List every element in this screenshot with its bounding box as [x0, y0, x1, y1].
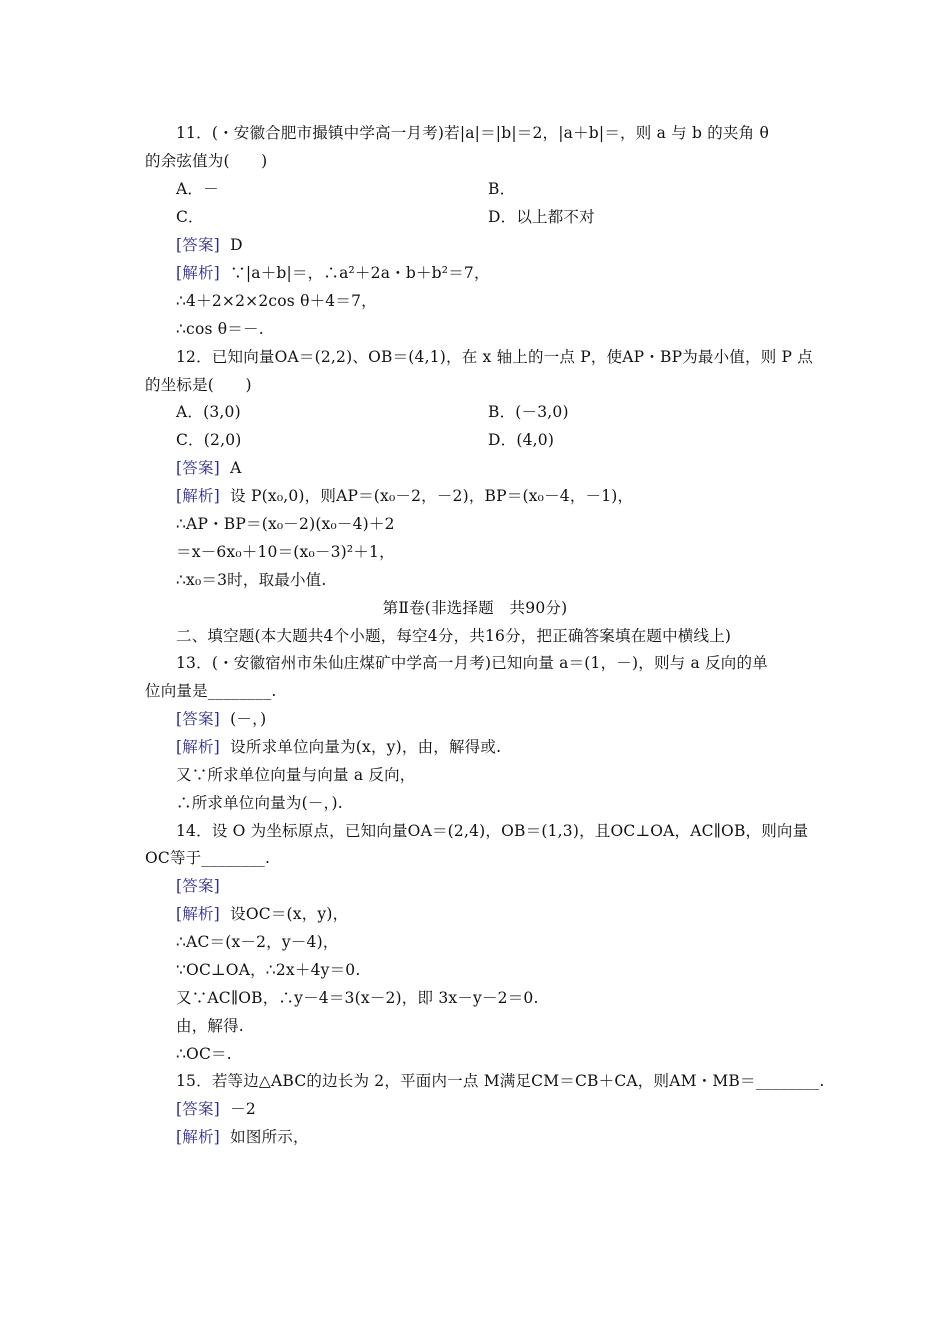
q12-answer: A	[230, 459, 242, 477]
q13-analysis-2: 又∵所求单位向量与向量 a 反向，	[176, 766, 416, 784]
q12-option-d: D．(4,0)	[488, 431, 555, 449]
q11-answer: D	[230, 236, 243, 254]
q11-analysis-3: ∴cos θ＝－.	[176, 320, 264, 338]
q14-answer-line	[176, 876, 220, 896]
answer-tag: [答案]	[176, 236, 220, 254]
q12-stem-line-1: 12．已知向量OA＝(2,2)、OB＝(4,1)，在 x 轴上的一点 P，使AP・BP为最小值，则 P 点	[176, 348, 813, 366]
q13-analysis-3: ∴所求单位向量为(－，).	[176, 794, 343, 812]
q15-analysis-1: 如图所示，	[230, 1128, 309, 1146]
q11-stem-line-2: 的余弦值为( )	[145, 152, 268, 170]
q14-analysis-4: 又∵AC∥OB，∴y－4＝3(x－2)，即 3x－y－2＝0.	[176, 989, 539, 1007]
section-title: 第Ⅱ卷(非选择题 共90分)	[382, 599, 568, 617]
analysis-tag: [解析]	[176, 738, 220, 756]
q11-stem-line-1: 11．(・安徽合肥市撮镇中学高一月考)若|a|＝|b|＝2，|a＋b|＝，则 a 与 b 的夹角 θ	[176, 124, 769, 142]
q11-analysis-line	[176, 263, 490, 283]
q15-stem-line-1: 15．若等边△ABC的边长为 2，平面内一点 M满足CM＝CB＋CA，则AM・MB＝________.	[176, 1072, 825, 1090]
q15-answer: －2	[230, 1100, 256, 1118]
q11-answer-line	[176, 235, 243, 255]
q13-answer: (－，)	[230, 710, 267, 728]
q13-analysis-line	[176, 737, 501, 757]
q12-analysis-line	[176, 486, 633, 506]
analysis-tag: [解析]	[176, 264, 220, 282]
q15-analysis-line	[176, 1127, 309, 1147]
q14-stem-line-1: 14．设 O 为坐标原点，已知向量OA＝(2,4)，OB＝(1,3)，且OC⊥OA，AC∥OB，则向量	[176, 822, 809, 840]
q11-analysis-2: ∴4＋2×2×2cos θ＋4＝7，	[176, 292, 377, 310]
q12-answer-line	[176, 458, 242, 478]
analysis-tag: [解析]	[176, 487, 220, 505]
q14-analysis-5: 由，解得.	[176, 1017, 244, 1035]
q13-answer-line	[176, 709, 266, 729]
answer-tag: [答案]	[176, 1100, 220, 1118]
analysis-tag: [解析]	[176, 1128, 220, 1146]
q12-stem-line-2: 的坐标是( )	[145, 376, 252, 394]
q14-analysis-line	[176, 904, 348, 924]
q12-analysis-2: ∴AP・BP＝(x₀－2)(x₀－4)＋2	[176, 515, 395, 533]
q15-answer-line	[176, 1099, 256, 1119]
q13-analysis-1: 设所求单位向量为(x，y)，由，解得或.	[230, 738, 502, 756]
q14-stem-line-2: OC等于________.	[145, 849, 271, 867]
q13-stem-line-1: 13．(・安徽宿州市朱仙庄煤矿中学高一月考)已知向量 a＝(1，－)，则与 a 反向的单	[176, 654, 768, 672]
q12-option-b: B．(－3,0)	[488, 403, 569, 421]
answer-tag: [答案]	[176, 459, 220, 477]
q12-option-c: C．(2,0)	[176, 431, 242, 449]
q11-option-a: A．－	[176, 180, 219, 198]
q14-analysis-3: ∵OC⊥OA，∴2x＋4y＝0.	[176, 961, 361, 979]
q12-analysis-1: 设 P(x₀,0)，则AP＝(x₀－2，－2)，BP＝(x₀－4，－1)，	[230, 487, 634, 505]
q11-analysis-1: ∵|a＋b|＝，∴a²＋2a・b＋b²＝7，	[230, 264, 490, 282]
q11-option-d: D．以上都不对	[488, 208, 595, 226]
answer-tag: [答案]	[176, 710, 220, 728]
q12-analysis-3: ＝x－6x₀＋10＝(x₀－3)²＋1，	[176, 543, 395, 561]
answer-tag: [答案]	[176, 877, 220, 895]
q12-analysis-4: ∴x₀＝3时，取最小值.	[176, 571, 327, 589]
q13-stem-line-2: 位向量是________.	[145, 682, 277, 700]
q14-analysis-6: ∴OC＝.	[176, 1045, 232, 1063]
q11-option-b: B．	[488, 180, 516, 198]
q14-analysis-1: 设OC＝(x，y)，	[230, 905, 349, 923]
analysis-tag: [解析]	[176, 905, 220, 923]
q12-option-a: A．(3,0)	[176, 403, 241, 421]
q11-option-c: C．	[176, 208, 204, 226]
q14-analysis-2: ∴AC＝(x－2，y－4)，	[176, 933, 339, 951]
section-instruction: 二、填空题(本大题共4个小题，每空4分，共16分，把正确答案填在题中横线上)	[176, 627, 732, 645]
